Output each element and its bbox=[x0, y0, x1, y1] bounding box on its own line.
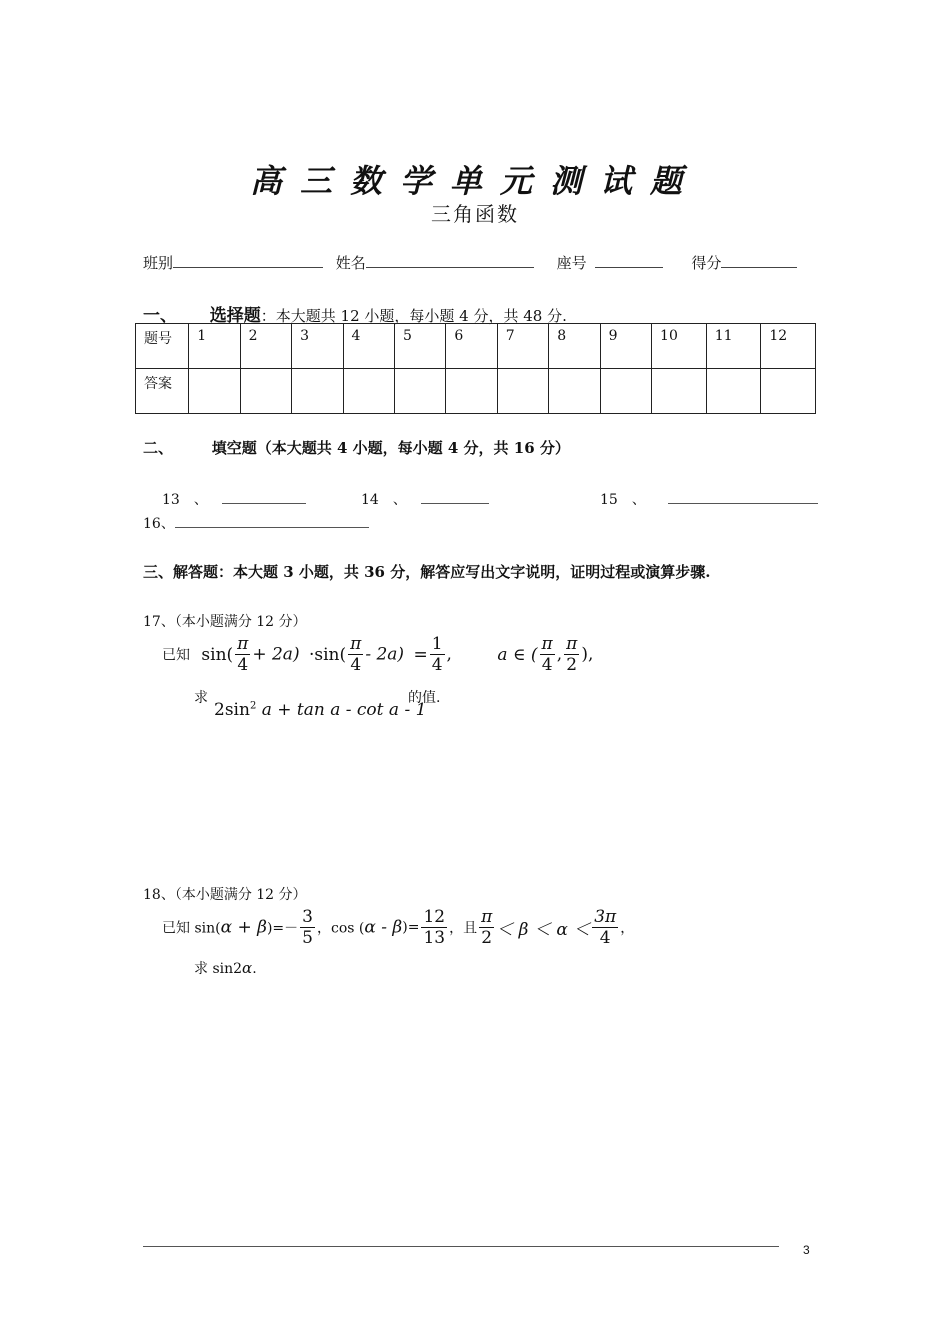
answer-cell[interactable] bbox=[497, 369, 548, 414]
q17-given-equation bbox=[162, 634, 593, 675]
footer-divider bbox=[143, 1246, 779, 1247]
section1-heading: 选择题 bbox=[209, 306, 261, 326]
q18-three-fifths: $\frac{3}{5}$ bbox=[302, 907, 313, 948]
page-subtitle: 三角函数 bbox=[431, 202, 519, 226]
q18-eq-neg: )=－ bbox=[266, 920, 299, 937]
q18-inequality-chain: ＜ β ＜ α ＜ bbox=[496, 920, 591, 940]
section2-number: 二、 bbox=[143, 439, 174, 457]
q18-twelve-thirteenths: $\frac{12}{13}$ bbox=[423, 907, 446, 948]
blank-14-label: 14 、 bbox=[361, 492, 407, 508]
q17-pi-over-4-b: $\frac{\pi}{4}$ bbox=[350, 634, 362, 675]
seat-label: 座号 bbox=[556, 254, 587, 272]
blank-14-field[interactable] bbox=[421, 487, 489, 504]
q17-expr-square: 2 bbox=[249, 700, 257, 712]
question-number-cell: 10 bbox=[652, 324, 707, 369]
q18-title: 18、（本小题满分 12 分） bbox=[143, 887, 307, 903]
answer-cell[interactable] bbox=[549, 369, 600, 414]
q18-given-equation bbox=[162, 907, 634, 948]
q17-expr-rest: a + tan a - cot a - 1 bbox=[261, 700, 427, 720]
blank-15-field[interactable] bbox=[668, 487, 818, 504]
blank-13-field[interactable] bbox=[222, 487, 306, 504]
section2-header bbox=[143, 437, 570, 458]
q18-alpha-minus-beta: α - β bbox=[364, 917, 403, 938]
blank-16 bbox=[143, 511, 369, 533]
q17-sin1: sin( bbox=[201, 644, 234, 665]
q17-plus2a: + 2a) bbox=[252, 644, 300, 665]
q18-period: . bbox=[252, 961, 257, 977]
q17-interval-comma: , bbox=[556, 644, 563, 665]
answer-cell[interactable] bbox=[394, 369, 445, 414]
answer-cell[interactable] bbox=[343, 369, 394, 414]
q17-pi-over-4-a: $\frac{\pi}{4}$ bbox=[237, 634, 249, 675]
question-number-cell: 2 bbox=[240, 324, 291, 369]
q18-cos-part: ，cos ( bbox=[317, 920, 365, 937]
question-number-cell: 3 bbox=[292, 324, 343, 369]
blank-15-label: 15 、 bbox=[600, 492, 646, 508]
q17-ask-label: 求 bbox=[194, 690, 208, 706]
answer-cell[interactable] bbox=[761, 369, 816, 414]
blank-16-label: 16、 bbox=[143, 516, 175, 532]
score-label: 得分 bbox=[691, 254, 722, 272]
q17-interval-high: $\frac{\pi}{2}$ bbox=[566, 634, 578, 675]
q17-interval-close: ), bbox=[581, 644, 594, 665]
section2-heading: 填空题（本大题共 4 小题，每小题 4 分，共 16 分） bbox=[211, 439, 570, 457]
question-number-cell: 9 bbox=[600, 324, 651, 369]
q17-expression bbox=[214, 700, 426, 720]
q18-alpha-plus-beta: α + β bbox=[220, 917, 267, 938]
section3-heading: 三、解答题：本大题 3 小题，共 36 分，解答应写出文字说明，证明过程或演算步骤. bbox=[143, 563, 711, 581]
q17-one-over-4: $\frac{1}{4}$ bbox=[431, 634, 443, 675]
q18-tail: ， bbox=[620, 920, 635, 937]
table-row bbox=[136, 369, 816, 414]
section1-number: 一、 bbox=[143, 306, 177, 326]
question-number-cell: 7 bbox=[497, 324, 548, 369]
section1-desc: ：本大题共 12 小题，每小题 4 分，共 48 分. bbox=[260, 307, 567, 325]
answer-cell[interactable] bbox=[600, 369, 651, 414]
class-field[interactable] bbox=[173, 253, 323, 268]
blank-15 bbox=[600, 487, 818, 509]
row-label-answer: 答案 bbox=[136, 369, 189, 414]
q17-a-in: a ∈ ( bbox=[497, 644, 538, 665]
page-title: 高三数学单元测试题 bbox=[249, 162, 700, 200]
q17-comma: , bbox=[446, 644, 452, 665]
q18-ask-label: 求 sin2 bbox=[194, 961, 243, 977]
q18-pi-over-2: $\frac{\pi}{2}$ bbox=[481, 907, 493, 948]
q17-equals: = bbox=[413, 644, 428, 665]
answer-cell[interactable] bbox=[706, 369, 761, 414]
row-label-number: 题号 bbox=[136, 324, 189, 369]
blank-13-label: 13 、 bbox=[162, 492, 208, 508]
question-number-cell: 12 bbox=[761, 324, 816, 369]
q18-three-pi-over-4: $\frac{3\pi}{4}$ bbox=[594, 907, 617, 948]
score-field[interactable] bbox=[721, 253, 797, 268]
answer-cell[interactable] bbox=[189, 369, 240, 414]
q17-value-of: 的值. bbox=[408, 690, 441, 706]
question-number-cell: 11 bbox=[706, 324, 761, 369]
answer-cell[interactable] bbox=[446, 369, 497, 414]
q17-interval-low: $\frac{\pi}{4}$ bbox=[541, 634, 553, 675]
q17-dot-sin: ·sin( bbox=[308, 644, 347, 665]
q17-expr-head: 2sin bbox=[214, 700, 250, 720]
answer-cell[interactable] bbox=[652, 369, 707, 414]
q17-title: 17、（本小题满分 12 分） bbox=[143, 614, 307, 630]
q17-minus2a: - 2a) bbox=[365, 644, 405, 665]
q18-eq2: )= bbox=[402, 919, 420, 936]
q17-given-label: 已知 bbox=[162, 647, 190, 664]
q18-given: 已知 sin( bbox=[162, 920, 221, 937]
question-number-cell: 5 bbox=[394, 324, 445, 369]
student-info-line bbox=[143, 252, 797, 273]
question-number-cell: 1 bbox=[189, 324, 240, 369]
blank-16-field[interactable] bbox=[175, 511, 369, 528]
blank-14 bbox=[361, 487, 489, 509]
seat-field[interactable] bbox=[595, 253, 663, 268]
q18-and: ，且 bbox=[449, 920, 478, 937]
q18-ask bbox=[194, 958, 257, 978]
page-number: 3 bbox=[803, 1243, 810, 1257]
blank-13 bbox=[162, 487, 306, 509]
name-label: 姓名 bbox=[335, 254, 366, 272]
section3-header bbox=[143, 561, 710, 582]
q18-alpha: α bbox=[242, 959, 253, 977]
class-label: 班别 bbox=[143, 254, 174, 272]
question-number-cell: 4 bbox=[343, 324, 394, 369]
answer-cell[interactable] bbox=[240, 369, 291, 414]
answer-table bbox=[135, 323, 816, 414]
table-row bbox=[136, 324, 816, 369]
question-number-cell: 8 bbox=[549, 324, 600, 369]
answer-cell[interactable] bbox=[292, 369, 343, 414]
question-number-cell: 6 bbox=[446, 324, 497, 369]
name-field[interactable] bbox=[366, 253, 534, 268]
